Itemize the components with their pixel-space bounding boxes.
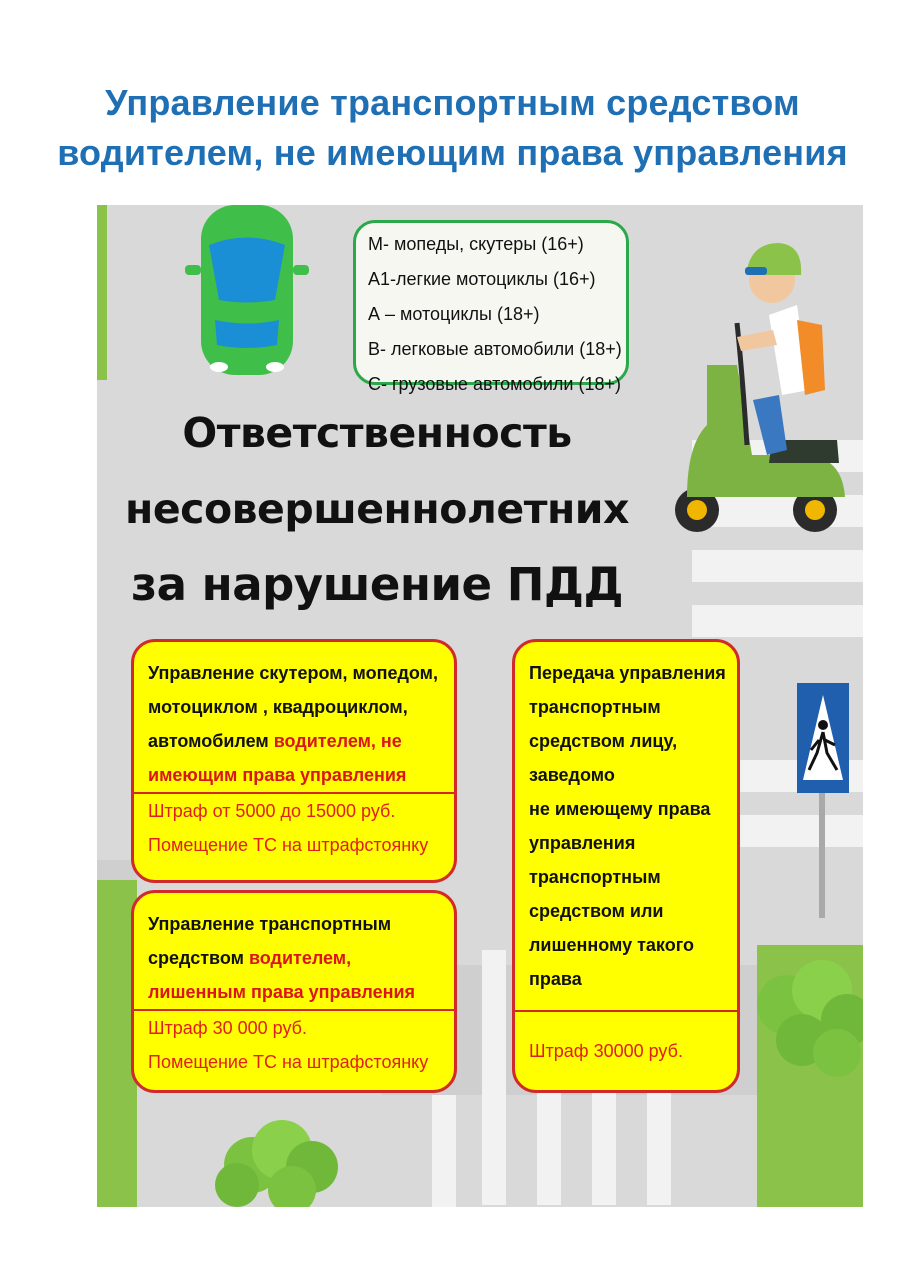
- illustration-scene: [97, 205, 863, 1207]
- card-line: управления: [529, 833, 636, 853]
- headline-line-3: за нарушение ПДД: [130, 558, 624, 611]
- license-categories-box: [353, 220, 629, 394]
- card-line: транспортным: [529, 867, 661, 887]
- card-line: Передача управления: [529, 663, 726, 683]
- poster-title: [0, 78, 905, 178]
- fine-amount: Штраф 30000 руб.: [529, 1041, 683, 1061]
- card-description: [134, 893, 454, 1009]
- license-category: А – мотоциклы (18+): [368, 304, 540, 324]
- violation-card-license-revoked: [131, 890, 457, 1093]
- license-category: М- мопеды, скутеры (16+): [368, 234, 584, 254]
- headline-line-2: несовершеннолетних: [125, 485, 629, 533]
- card-line: заведомо: [529, 765, 615, 785]
- card-line: права: [529, 969, 582, 989]
- card-fine-block: [134, 792, 454, 862]
- card-fine-block: [134, 1009, 454, 1079]
- card-highlight: водителем, лишенным права управления: [148, 948, 416, 1002]
- card-line: средством лицу,: [529, 731, 678, 751]
- license-category: А1-легкие мотоциклы (16+): [368, 269, 596, 289]
- card-description: [134, 642, 454, 792]
- license-category: В- легковые автомобили (18+): [368, 339, 622, 359]
- card-line: не имеющему права: [529, 799, 711, 819]
- card-fine-block: [515, 1010, 737, 1068]
- card-description: [515, 642, 737, 996]
- card-line: транспортным: [529, 697, 661, 717]
- title-line-1: Управление транспортным средством: [105, 82, 800, 123]
- title-line-2: водителем, не имеющим права управления: [57, 132, 848, 173]
- green-car-icon: [185, 205, 309, 375]
- fine-amount: Штраф от 5000 до 15000 руб.: [148, 801, 396, 821]
- headline-line-1: Ответственность: [182, 409, 572, 457]
- fine-amount: Штраф 30 000 руб.: [148, 1018, 307, 1038]
- license-category: С- грузовые автомобили (18+): [368, 374, 622, 394]
- penalty-impound: Помещение ТС на штрафстоянку: [148, 1052, 429, 1072]
- violation-card-transfer-control: [512, 639, 740, 1093]
- headline: [97, 395, 657, 623]
- penalty-impound: Помещение ТС на штрафстоянку: [148, 835, 429, 855]
- card-line: средством или: [529, 901, 664, 921]
- card-text: Управление скутером, мопедом, мотоциклом , квадроциклом, автомобилем: [148, 663, 438, 751]
- violation-card-no-license: [131, 639, 457, 883]
- card-text: Управление транспортным средством: [148, 914, 392, 968]
- card-line: лишенному такого: [529, 935, 694, 955]
- card-highlight: водителем, не имеющим права управления: [148, 731, 407, 785]
